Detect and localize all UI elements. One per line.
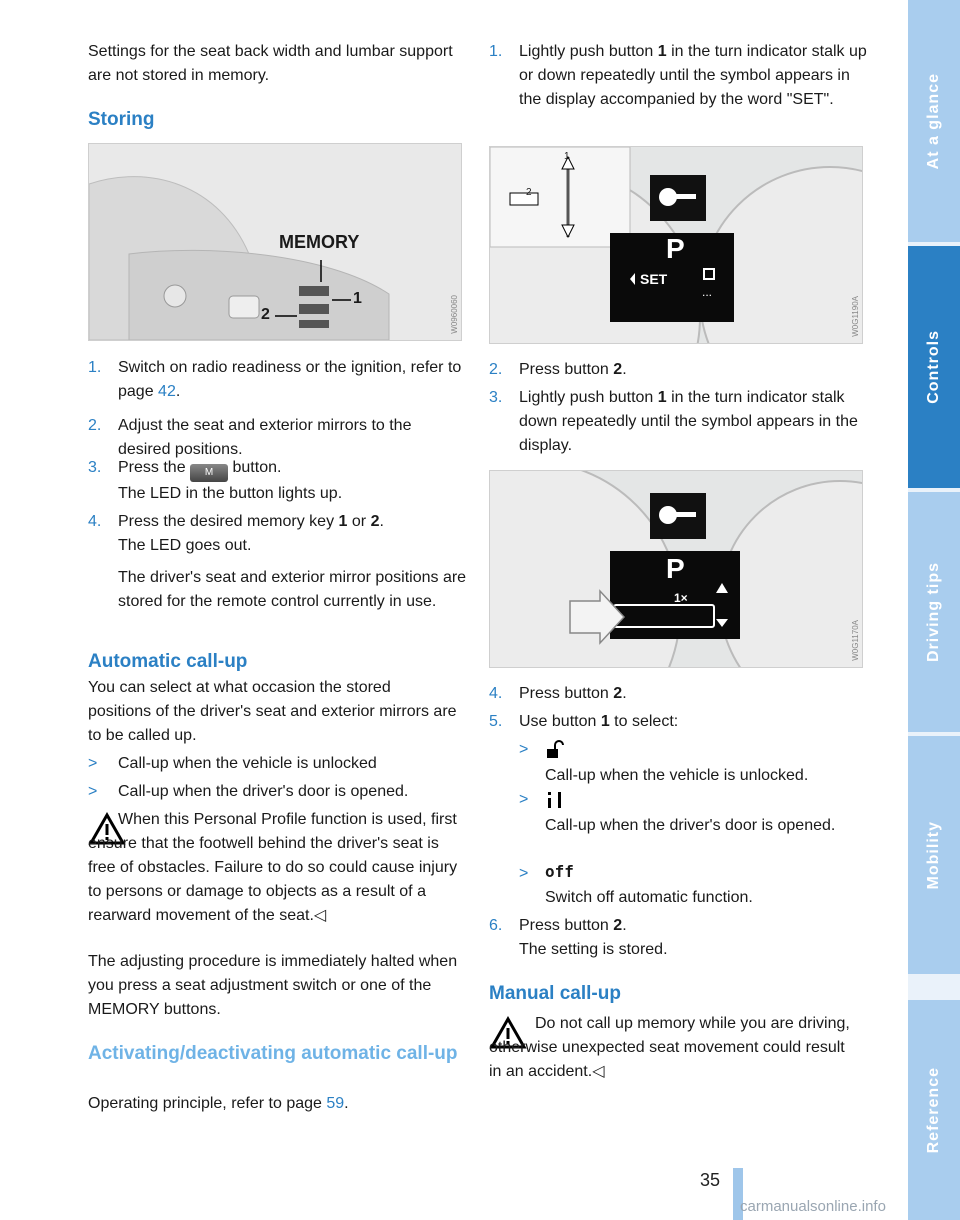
tab-driving-tips[interactable] — [908, 492, 960, 732]
seat-memory-figure — [88, 143, 462, 341]
step-end: . — [379, 513, 384, 530]
storing-step-1 — [88, 356, 468, 400]
watermark: carmanualsonline.info — [740, 1198, 886, 1215]
warning-text — [88, 808, 458, 928]
display-dots: ... — [702, 285, 713, 299]
step-number: 3. — [88, 459, 102, 476]
bullet-unlocked — [88, 752, 468, 776]
bullet-mark: > — [519, 741, 529, 758]
tab-label: Controls — [925, 330, 942, 404]
park-indicator: P — [666, 553, 685, 584]
step-text: or — [347, 513, 371, 530]
step-number: 4. — [489, 685, 503, 702]
figure-code: W0960060 — [450, 295, 459, 334]
option-unlocked — [519, 738, 869, 784]
bullet-text: Call-up when the vehicle is unlocked — [118, 755, 377, 772]
step-text: in the turn indicator stalk down repeatedly until the symbol appears in the display. — [519, 389, 858, 454]
step-text: Press the desired memory key — [118, 513, 339, 530]
bullet-text: Call-up when the driver's door is opened. — [118, 783, 409, 800]
tab-label: At a glance — [925, 72, 942, 170]
set-step-3 — [489, 386, 869, 454]
key-2: 2 — [613, 685, 623, 702]
bullet-mark: > — [519, 865, 529, 882]
option-text: Call-up when the driver's door is opened. — [545, 817, 836, 834]
key-1: 1 — [657, 43, 667, 60]
bullet-mark: > — [88, 783, 98, 800]
step-text: Use button — [519, 713, 601, 730]
option-text: Call-up when the vehicle is unlocked. — [545, 767, 809, 784]
step-note: The driver's seat and exterior mirror positions are stored for the remote control currently in use. — [118, 569, 467, 610]
page-number: 35 — [700, 1170, 721, 1190]
manual-warning-text — [489, 1012, 861, 1084]
step-number: 3. — [489, 389, 503, 406]
set-step-4 — [489, 682, 869, 706]
step-text: Press the — [118, 459, 186, 476]
tab-controls[interactable] — [908, 246, 960, 488]
symbol-display-figure — [489, 470, 863, 668]
option-off — [519, 862, 869, 906]
key-1: 1 — [600, 713, 610, 730]
storing-step-2 — [88, 414, 468, 458]
key-1: 1 — [338, 513, 348, 530]
off-icon: off — [545, 862, 574, 881]
automatic-call-up-text: You can select at what occasion the stored positions of the driver's seat and exterior mirrors are to be called up. — [88, 679, 457, 744]
key-2: 2 — [613, 917, 623, 934]
step-result: The LED goes out. — [118, 537, 252, 554]
step-text: Lightly push button — [519, 389, 658, 406]
memory-label: MEMORY — [279, 232, 360, 252]
tab-label: Reference — [925, 1066, 942, 1154]
manual-call-up-heading: Manual call-up — [489, 983, 621, 1004]
bullet-mark: > — [88, 755, 98, 772]
set-step-2 — [489, 358, 869, 382]
tab-label: Driving tips — [925, 561, 942, 662]
bullet-mark: > — [519, 791, 529, 808]
tab-at-a-glance[interactable] — [908, 0, 960, 242]
principle-end: . — [344, 1095, 349, 1112]
set-label: SET — [640, 271, 668, 287]
warning-body: When this Personal Profile function is used, first ensure that the footwell behind the driver's seat is free of obstacles. Failure to do so could cause injury to persons or damage to objects as a result of a rearward movement of the seat. — [88, 811, 458, 924]
automatic-call-up-heading: Automatic call-up — [88, 651, 248, 672]
stalk-callout-1: 1 — [564, 151, 570, 162]
figure-code: W0G1190A — [851, 296, 860, 337]
key-2: 2 — [613, 361, 623, 378]
step-text: Press button — [519, 685, 614, 702]
unlock-icon — [545, 740, 565, 760]
step-text: Adjust the seat and exterior mirrors to the desired positions. — [118, 417, 412, 458]
stalk-callout-2: 2 — [526, 187, 532, 198]
step-text: Press button — [519, 361, 614, 378]
step-text: to select: — [609, 713, 679, 730]
storing-step-3 — [88, 456, 468, 502]
set-step-6 — [489, 914, 869, 958]
intro-text: Settings for the seat back width and lumbar support are not stored in memory. — [88, 43, 453, 84]
step-text: in the turn indicator stalk up or down repeatedly until the symbol appears in the display accompanied by the word "SET". — [519, 43, 867, 108]
principle-text — [88, 1092, 349, 1116]
step-number: 1. — [88, 359, 102, 376]
step-text: Lightly push button — [519, 43, 658, 60]
multiplier-label: 1× — [674, 591, 688, 605]
step-end: . — [622, 361, 627, 378]
tab-reference[interactable] — [908, 1000, 960, 1220]
seat-memory-illustration — [89, 144, 461, 340]
step-number: 1. — [489, 43, 503, 60]
set-step-1 — [489, 40, 869, 108]
set-display-figure — [489, 146, 863, 344]
step-text: Press button — [519, 917, 614, 934]
storing-heading: Storing — [88, 109, 155, 130]
step-result: The LED in the button lights up. — [118, 485, 343, 502]
storing-step-4 — [88, 510, 468, 610]
step-number: 6. — [489, 917, 503, 934]
option-door-opened — [519, 788, 869, 834]
key-1: 1 — [657, 389, 667, 406]
warning-body: Do not call up memory while you are driving, otherwise unexpected seat movement could result in an accident. — [489, 1015, 850, 1080]
activating-heading: Activating/deactivating automatic call-up — [88, 1043, 458, 1064]
set-step-5 — [489, 710, 869, 734]
step-number: 2. — [88, 417, 102, 434]
step-text: button. — [232, 459, 282, 476]
step-number: 2. — [489, 361, 503, 378]
principle-body: Operating principle, refer to page — [88, 1095, 327, 1112]
step-end: . — [175, 383, 181, 400]
step-text: Switch on radio readiness or the ignition, refer to page — [118, 359, 462, 400]
tab-label: Mobility — [925, 820, 942, 890]
callout-1: 1 — [353, 290, 362, 307]
key-2: 2 — [370, 513, 380, 530]
bullet-door-opened — [88, 780, 468, 804]
page-link-42[interactable]: 42 — [158, 383, 176, 400]
figure-code: W0G1170A — [851, 620, 860, 661]
tab-mobility[interactable] — [908, 736, 960, 974]
step-end: . — [622, 685, 627, 702]
callout-2: 2 — [261, 306, 270, 323]
end-mark: ◁ — [592, 1063, 605, 1080]
option-text: Switch off automatic function. — [545, 889, 753, 906]
end-mark: ◁ — [313, 907, 327, 924]
park-indicator: P — [666, 233, 685, 264]
page-link-59[interactable]: 59 — [326, 1095, 345, 1112]
step-result: The setting is stored. — [519, 941, 668, 958]
halt-text: The adjusting procedure is immediately halted when you press a seat adjustment switch or one of the MEMORY buttons. — [88, 953, 458, 1018]
memory-button-icon: M — [190, 464, 228, 482]
step-number: 5. — [489, 713, 503, 730]
door-open-icon — [545, 790, 565, 810]
step-end: . — [622, 917, 627, 934]
step-number: 4. — [88, 513, 102, 530]
